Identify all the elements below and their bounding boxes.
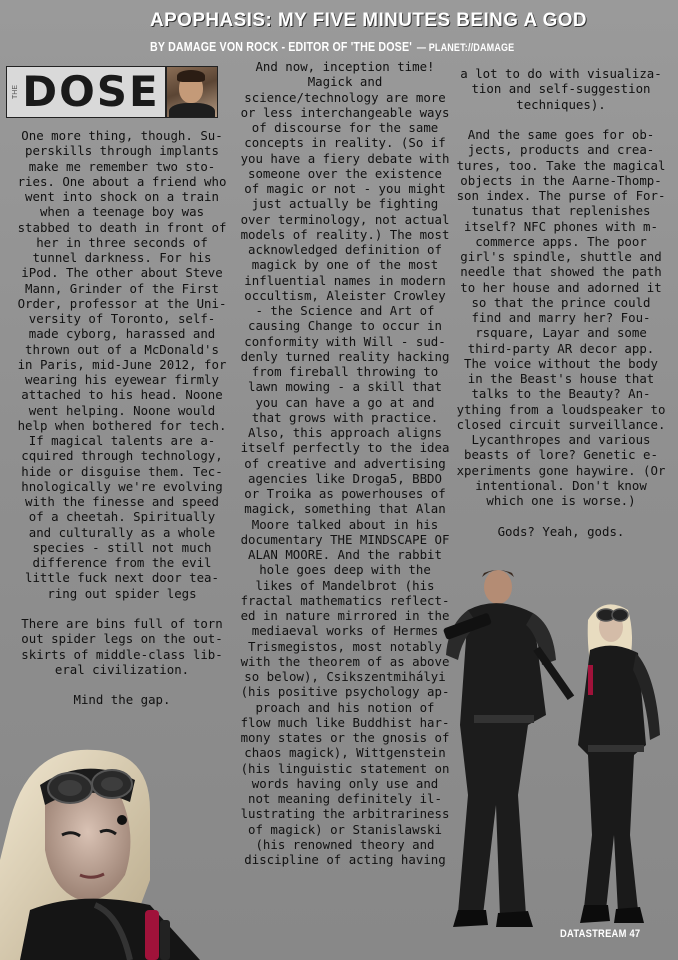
- article-column-1: One more thing, though. Su- perskills through implants make me remember two sto- ries. One about a friend who went into shock on a train when a teenage boy was stabbed to death in front of her in three seconds of tunnel darkness. For his iPod. The other about Steve Mann, Grinder of the First Order, professor at the Uni- versity of Toronto, self- made cyborg, harassed and thrown out of a McDonald's in Paris, mid-June 2012, for wearing his eyewear firmly attached to his head. Noone went helping. Noone would help when bothered for tech. If magical talents are a- cquired through technology, hide or disguise them. Tec- hnologically we're evolving with the finesse and speed of a cheetah. Spiritually and culturally as a whole species - still not much difference from the evil little fuck next door tea- ring out spider legs There are bins full of torn out spider legs on the out- skirts of middle-class lib- eral civilization. Mind the gap.: [17, 128, 227, 708]
- article-column-2: And now, inception time! Magick and science/technology are more or less interchangeable ways of discourse for the same concepts in reality. (So if you have a fiery debate with someone over the existence of magic or not - you might just actually be fighting over terminology, not actual models of reality.) The most acknowledged definition of magick by one of the most influential names in modern occultism, Aleister Crowley - the Science and Art of causing Change to occur in conformity with Will - sud- denly turned reality hacking from fireball throwing to lawn mowing - a skill that you can have a go at and that grows with practice. Also, this approach aligns itself perfectly to the idea of creative and advertising agencies like Droga5, BBDO or Troika as powerhouses of magick, something that Alan Moore talked about in his documentary THE MINDSCAPE OF ALAN MOORE. And the rabbit hole goes deep with the likes of Mandelbrot (his fractal mathematics reflect- ed in nature mirrored in the mediaeval works of Hermes Trismegistos, most notably with the theorem of as above so below), Csikszentmihályi (his positive psychology ap- proach and his notion of flow much like Buddhist har- mony states or the gnosis of chaos magick), Wittgenstein (his linguistic statement on words having only use and not meaning definitely il- lustrating the arbitrariness of magick) or Stanislawski (his renowned theory and discipline of acting having: [240, 59, 450, 867]
- logo-dose: DOSE: [22, 67, 160, 116]
- author-credit: BY DAMAGE VON ROCK - EDITOR OF 'THE DOSE': [150, 39, 412, 54]
- author-photo: [166, 66, 218, 118]
- photo-woman-goggles: [0, 740, 228, 960]
- publication-name: — PLANET://DAMAGE: [416, 42, 515, 54]
- page-footer: DATASTREAM 47: [560, 928, 641, 940]
- article-column-3: a lot to do with visualiza- tion and self-suggestion techniques). And the same goes for ob- jects, products and crea- tures, too. Take the magical objects in the Aarne-Thomp- son index. The purse of For- tunatus that replenishes itself? NFC phones with m- commerce apps. The poor girl's spindle, shuttle and needle that showed the path to her house and adorned it so that the prince could find and marry her? Fou- rsquare, Layar and some third-party AR decor app. The voice without the body in the Beast's house that talks to the Beauty? An- ything from a loudspeaker to closed circuit surveillance. Lycanthropes and various beasts of lore? Genetic e- xperiments gone haywire. (Or intentional. Don't know which one is worse.) Gods? Yeah, gods.: [456, 66, 666, 539]
- article-title: APOPHASIS: MY FIVE MINUTES BEING A GOD: [150, 10, 588, 31]
- logo-the: THE: [12, 85, 20, 99]
- dose-logo: [6, 66, 166, 118]
- article-byline: [150, 39, 514, 54]
- photo-cyberpunk-duo: [438, 565, 678, 945]
